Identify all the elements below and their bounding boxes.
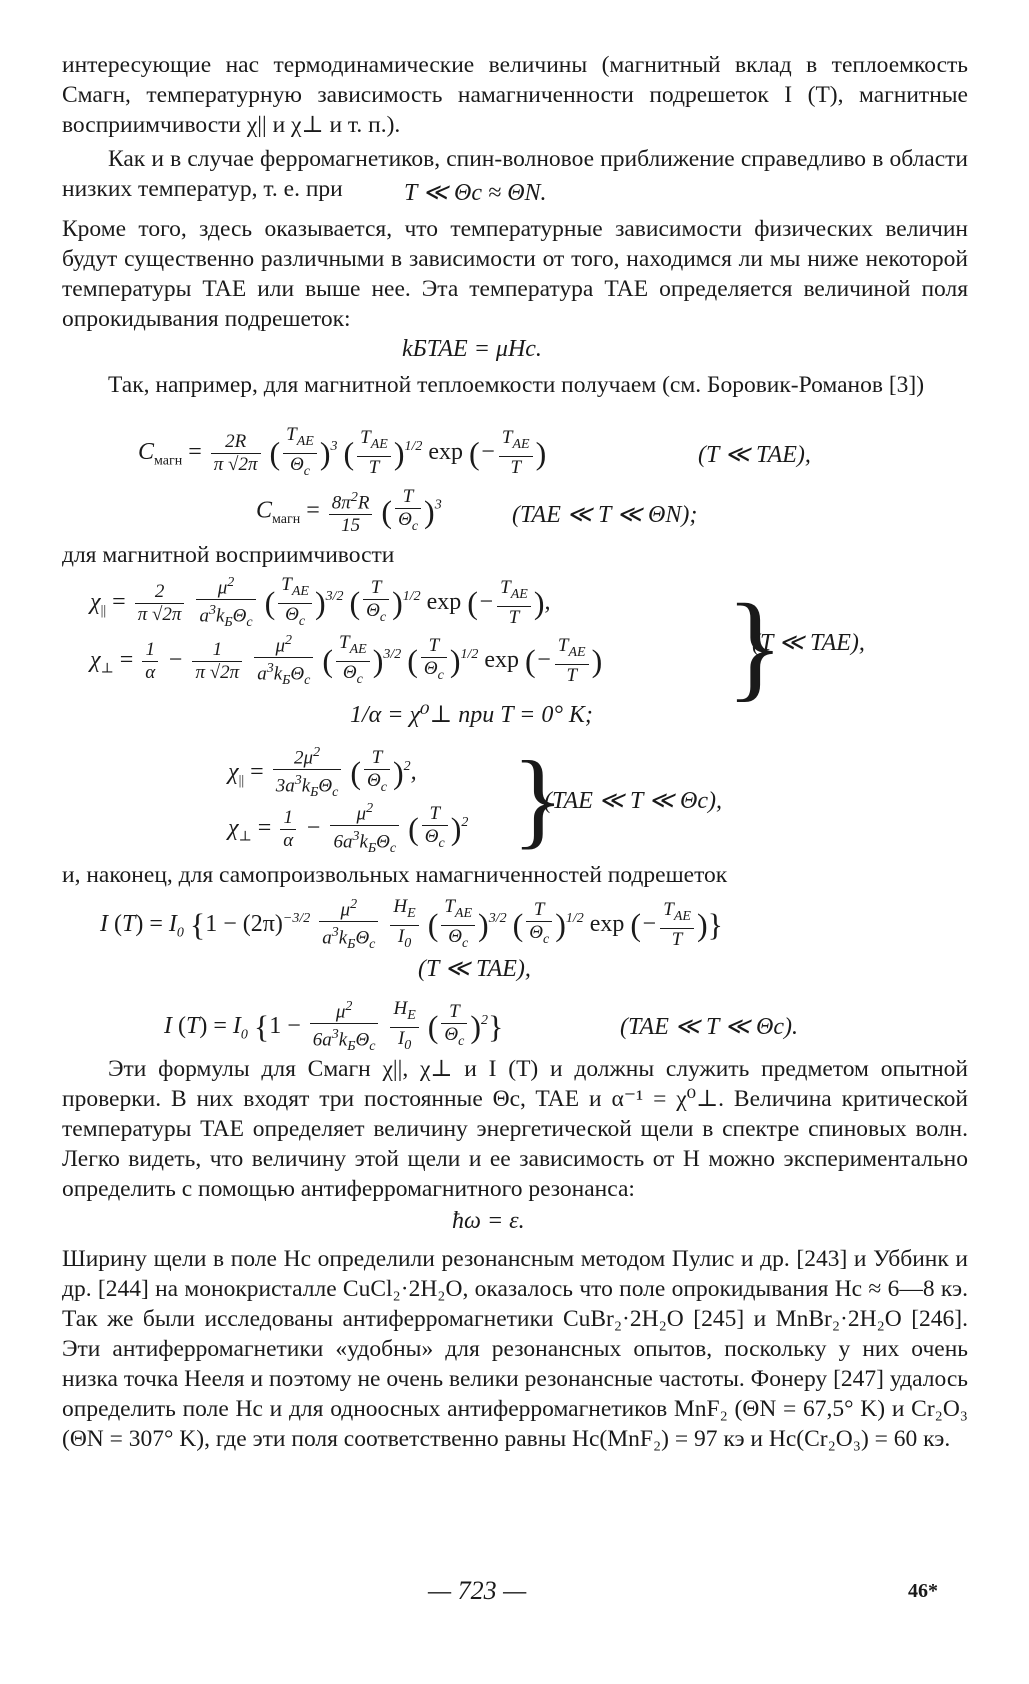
signature-mark: 46* [908,1580,938,1602]
equation-chi-parallel-low: $\chi_{||}$ = $\frac{2}{\pi √2\pi}$ $\frac{\mu^2}{a^3k_Б\Theta_c}$ ( $\frac{T_{AE}}{\Theta_c}$ )$^{3/2}$ ( $\frac{T}{\Theta_c}$ )$^{1/2}$ exp (− $\frac{T_{AE}}{T}$ ), [90,573,551,631]
equation-chi-low-condition: (T ≪ TAE), [752,630,865,656]
equation-resonance: ħω = ε. [452,1208,525,1234]
equation-temperature-range: T ≪ Θc ≈ ΘN. [404,180,547,206]
equation-chi-perp-high: $\chi_\perp$ = $\frac{1}{\alpha}$ − $\frac{\mu^2}{6a^3k_Б\Theta_c}$ ( $\frac{T}{\Theta_c}$ )$^2$ [228,798,468,860]
paragraph-spin-wave: Как и в случае ферромагнетиков, спин-волновое приближение справедливо в области низких температур, т. е. при [62,146,968,202]
paragraph-tae: Кроме того, здесь оказывается, что температурные зависимости физических величин будут существенно различными в зависимости от того, находимся ли мы ниже некоторой температуры TAE или выше нее. Эта температура TAE определяется величиной поля опрокидывания подрешеток: [62,216,968,332]
paragraph-magnetization: и, наконец, для самопроизвольных намагниченностей подрешеток [62,862,728,888]
equation-cmagn-low: $C_{магн}$ = $\frac{2R}{\pi √2\pi}$ ( $\frac{T_{AE}}{\Theta_c}$ )$^3$ ( $\frac{T_{AE}}{T}$ )$^{1/2}$ exp (− $\frac{T_{AE}}{T}$ ) [138,424,547,479]
right-brace-1: } [726,579,784,712]
equation-chi-high-condition: (TAE ≪ T ≪ Θc), [544,788,723,814]
equation-magnetization-high: I $(T) = I_0$ {1 − $\frac{\mu^2}{6a^3k_Б\Theta_c}$ $\frac{H_E}{I_0}$ ( $\frac{T}{\Theta_c}$ )$^2$} [164,997,504,1055]
equation-cmagn-low-condition: (T ≪ TAE), [698,442,811,468]
paragraph-heat-capacity: Так, например, для магнитной теплоемкости получаем (см. Боровик-Романов [3]) [108,372,925,398]
equation-cmagn-high: $C_{магн}$ = $\frac{8\pi^2R}{15}$ ( $\frac{T}{\Theta_c}$ )$^3$ [256,486,442,537]
equation-magnetization-low-condition: (T ≪ TAE), [418,956,531,982]
equation-alpha-definition: 1/α = χ⁰⊥ при T = 0° K; [350,702,593,728]
right-brace-2: } [512,740,564,859]
paragraph-susceptibility: для магнитной восприимчивости [62,542,395,568]
equation-cmagn-high-condition: (TAE ≪ T ≪ ΘN); [512,502,698,528]
paragraph-experimental-check: Эти формулы для Cмагн χ||, χ⊥ и I (T) и должны служить предметом опытной проверки. В них входят три постоянные Θc, TAE и α⁻¹ = χ⁰⊥. Величина критической температуры TAE определяет величину энергетической щели в спектре спиновых волн. Легко видеть, что величину этой щели и ее зависимость от H можно экспериментально определить с помощью антиферромагнитного резонанса: [62,1056,968,1202]
equation-chi-parallel-high: $\chi_{||}$ = $\frac{2\mu^2}{3a^3k_Б\Theta_c}$ ( $\frac{T}{\Theta_c}$ )$^2$, [228,742,417,804]
equation-magnetization-high-condition: (TAE ≪ T ≪ Θc). [620,1014,799,1040]
paragraph-gap-measurements: Ширину щели в поле Hc определили резонансным методом Пулис и др. [243] и Уббинк и др. [244] на монокристалле CuCl₂·2H₂O, оказалось что поле опрокидывания Hc ≈ 6—8 кэ. Так же были исследованы антиферромагнетики CuBr₂·2H₂O [245] и MnBr₂·2H₂O [246]. Эти антиферромагнетики «удобны» для резонансных опытов, поскольку у них очень низка точка Нееля и поэтому не очень велики резонансные частоты. Фонеру [247] удалось определить поле Hc и для одноосных антиферромагнетиков MnF₂ (ΘN = 67,5° K) и Cr₂O₃ (ΘN = 307° K), где эти поля соответственно равны Hc(MnF₂) = 97 кэ и Hc(Cr₂O₃) = 60 кэ. [62,1246,968,1452]
equation-tae-definition: kБTAE = μHc. [402,336,542,362]
equation-magnetization-low: I $(T) = I_0$ {$1 - (2\pi)^{-3/2}$ $\frac{\mu^2}{a^3k_Б\Theta_c}$ $\frac{H_E}{I_0}$ ( $\frac{T_{AE}}{\Theta_c}$ )$^{3/2}$ ( $\frac{T}{\Theta_c}$ )$^{1/2}$ exp (− $\frac{T_{AE}}{T}$ )} [100,895,723,953]
page-number: — 723 — [428,1576,527,1605]
equation-chi-perp-low: $\chi_\perp$ = $\frac{1}{\alpha}$ − $\frac{1}{\pi √2\pi}$ $\frac{\mu^2}{a^3k_Б\Theta_c}$ ( $\frac{T_{AE}}{\Theta_c}$ )$^{3/2}$ ( $\frac{T}{\Theta_c}$ )$^{1/2}$ exp (− $\frac{T_{AE}}{T}$ ) [90,631,603,689]
paragraph-intro: интересующие нас термодинамические величины (магнитный вклад в теплоемкость Cмагн, температурную зависимость намагниченности подрешеток I (T), магнитные восприимчивости χ|| и χ⊥ и т. п.). [62,52,968,138]
